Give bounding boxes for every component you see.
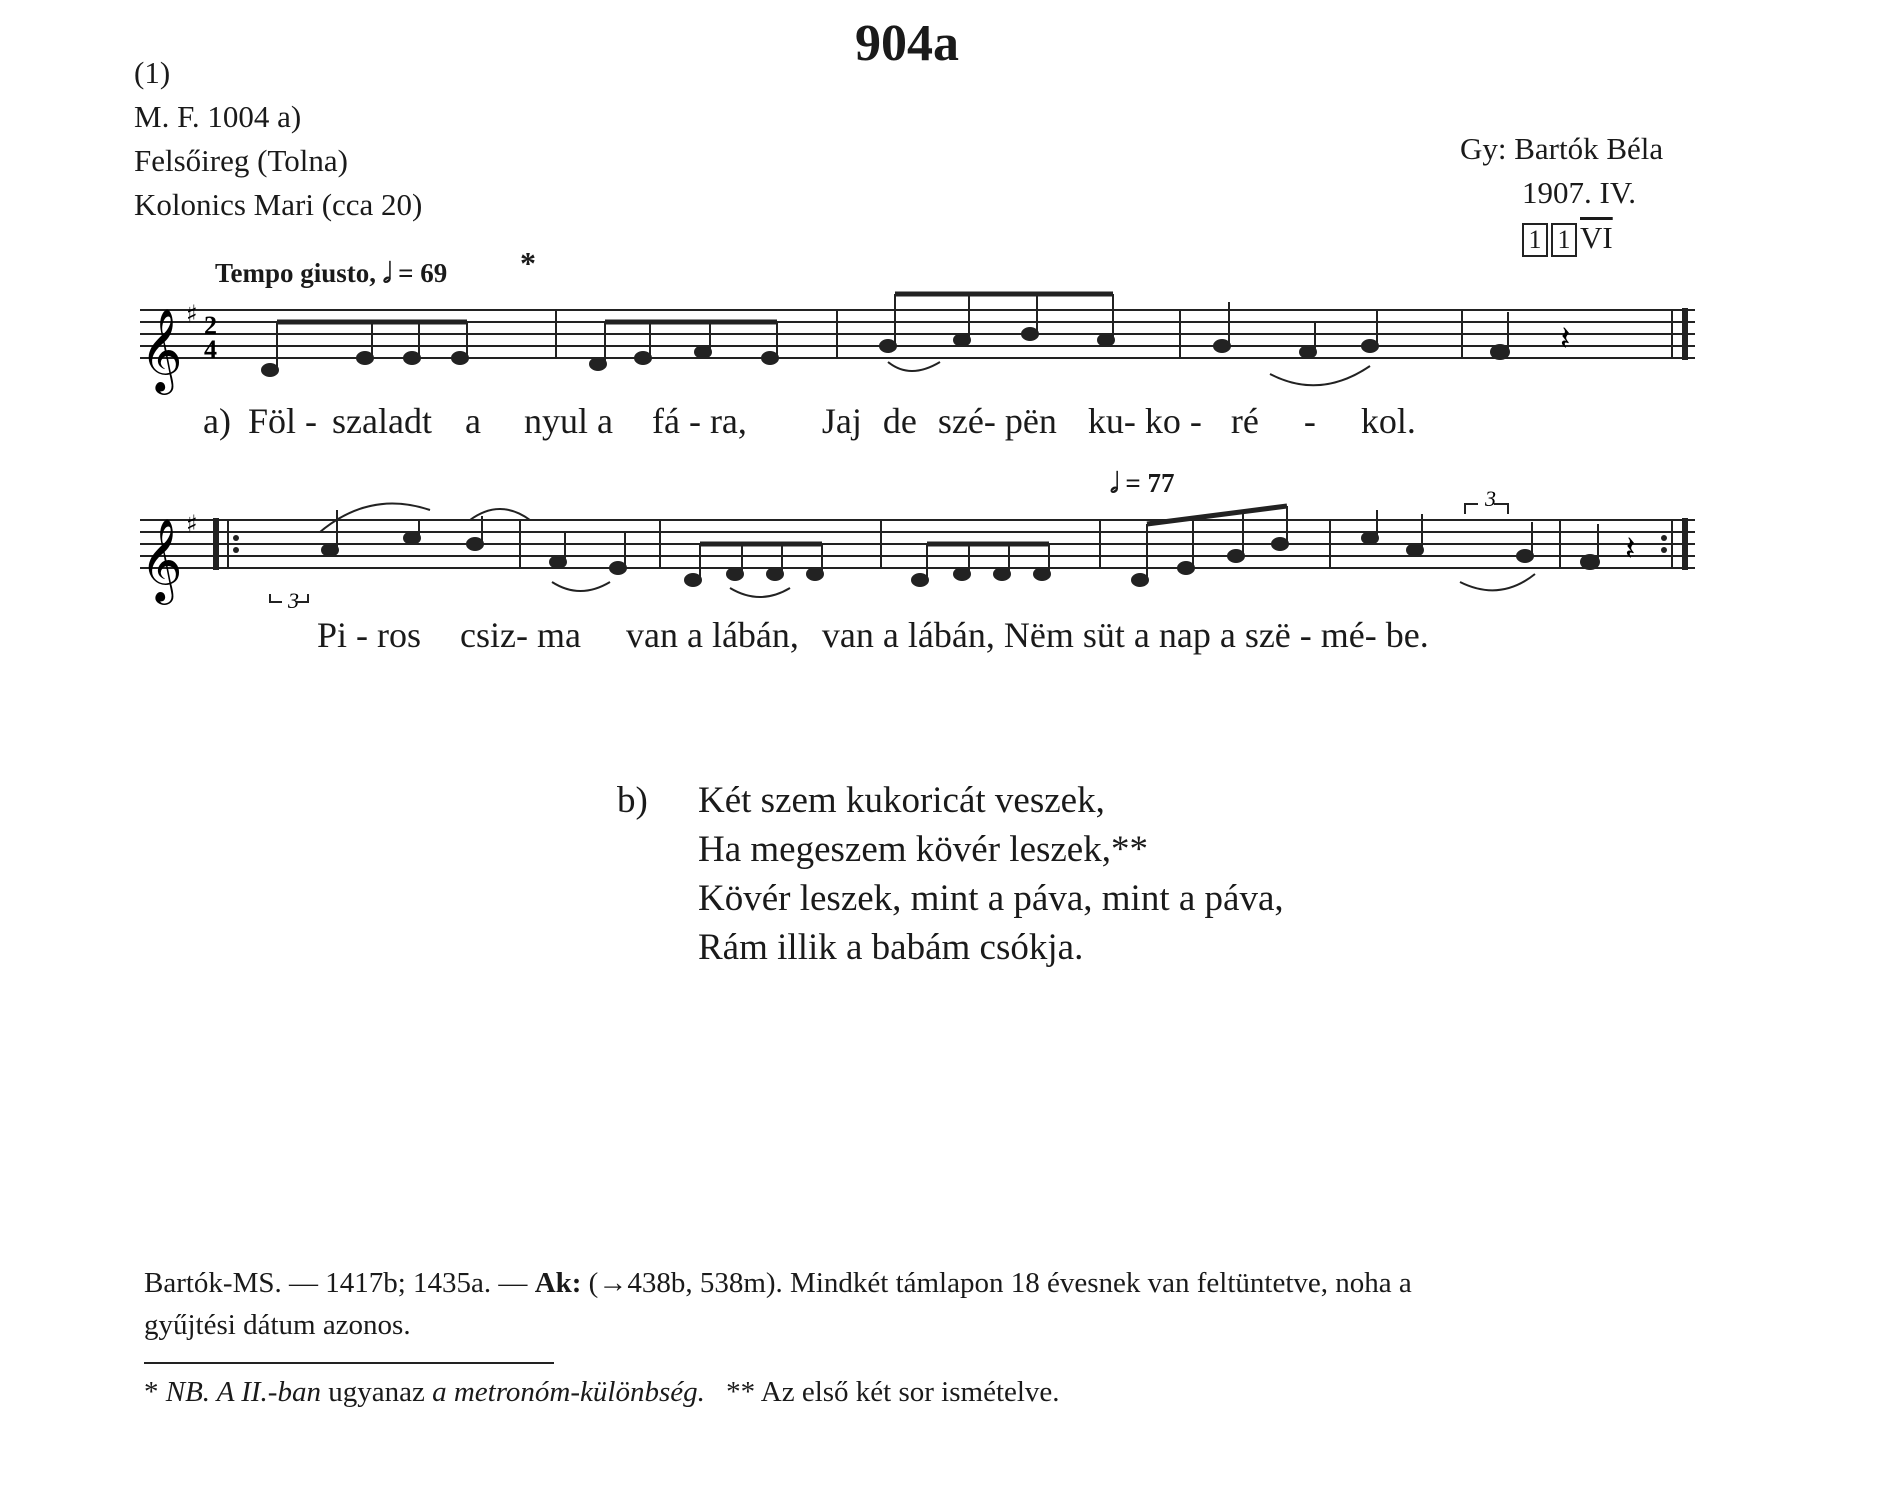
tempo-marking bbox=[215, 258, 447, 290]
syllable: süt bbox=[1082, 615, 1125, 655]
tempo-label: Tempo giusto, bbox=[215, 258, 377, 288]
syllable: Nëm bbox=[1003, 615, 1074, 655]
time-sig-bottom: 4 bbox=[204, 335, 217, 364]
staff-line-1 bbox=[140, 300, 1840, 410]
key-signature-sharp: ♯ bbox=[186, 510, 198, 538]
footnote-text-2: Az első két sor ismételve. bbox=[760, 1376, 1060, 1408]
syllable: a bbox=[464, 401, 481, 441]
syllable: lábán, bbox=[907, 615, 995, 655]
collection-date: 1907. IV. bbox=[1522, 175, 1636, 210]
tempo-value: = 69 bbox=[398, 258, 448, 288]
footnote-text-1: NB. A II.-ban bbox=[165, 1376, 321, 1408]
syllable: ra, bbox=[709, 401, 747, 441]
treble-clef-icon: 𝄞 bbox=[140, 307, 183, 391]
syllable: nap bbox=[1158, 615, 1211, 655]
classification bbox=[1522, 217, 1613, 259]
syllable: nyul bbox=[523, 401, 588, 441]
footnote-star-1: * bbox=[144, 1376, 159, 1408]
verse-b-label: b) bbox=[617, 780, 648, 821]
class-box-2: 1 bbox=[1551, 223, 1577, 257]
syllable: - bbox=[1189, 401, 1202, 441]
footnote bbox=[144, 1376, 1060, 1409]
half-note-icon: 𝅗𝅥 bbox=[382, 258, 392, 288]
footnote-divider bbox=[144, 1362, 554, 1364]
syllable: csiz- bbox=[460, 615, 528, 655]
collection-place: Felsőireg (Tolna) bbox=[134, 143, 348, 178]
syllable: ré bbox=[1230, 401, 1259, 441]
verse-b bbox=[698, 776, 1284, 972]
syllable: - bbox=[305, 401, 318, 441]
syllable: - bbox=[356, 615, 369, 655]
syllable: - bbox=[1299, 615, 1312, 655]
tuplet-label-left: 3 bbox=[288, 588, 299, 613]
verse-line: Kövér leszek, mint a páva, mint a páva, bbox=[698, 878, 1284, 919]
syllable: a bbox=[1219, 615, 1236, 655]
notes-line-1 bbox=[144, 1262, 1412, 1304]
tempo-footnote-mark: * bbox=[520, 245, 536, 281]
syllable: ko bbox=[1144, 401, 1181, 441]
syllable: Pi bbox=[317, 615, 348, 655]
singer-name: Kolonics Mari (cca 20) bbox=[134, 187, 423, 222]
syllable: mé- bbox=[1320, 615, 1377, 655]
notes-ak-label: Ak: bbox=[534, 1267, 582, 1299]
collector: Gy: Bartók Béla bbox=[1460, 131, 1664, 166]
footnote-text-1-mid: ugyanaz bbox=[328, 1376, 425, 1408]
syllable: de bbox=[882, 401, 917, 441]
catalog-number: M. F. 1004 a) bbox=[134, 99, 302, 134]
tuplet-label-right: 3 bbox=[1485, 486, 1496, 511]
quarter-rest-icon: 𝄽 bbox=[1625, 529, 1636, 569]
verse-line: Két szem kukoricát veszek, bbox=[698, 780, 1105, 821]
lyric-line-1-label: a) bbox=[203, 401, 231, 441]
footnote-star-2: ** bbox=[726, 1376, 756, 1408]
class-suffix: $\overline{VI}$ bbox=[1580, 220, 1613, 255]
verse-line: Ha megeszem kövér leszek,** bbox=[698, 829, 1148, 870]
ref-number: (1) bbox=[134, 55, 171, 90]
syllable: a bbox=[596, 401, 613, 441]
syllable: van a bbox=[625, 615, 703, 655]
syllable: a bbox=[1133, 615, 1150, 655]
syllable: ku- bbox=[1087, 401, 1136, 441]
key-signature-sharp: ♯ bbox=[186, 300, 198, 328]
syllable: van a bbox=[821, 615, 899, 655]
treble-clef-icon: 𝄞 bbox=[140, 517, 183, 601]
syllable: kol. bbox=[1360, 401, 1416, 441]
notes-ak-text: (→438b, 538m). Mindkét támlapon 18 évesnek van feltüntetve, noha a bbox=[588, 1267, 1412, 1299]
source-notes bbox=[144, 1262, 1412, 1346]
half-note-icon: 𝅗𝅥 bbox=[1110, 468, 1119, 498]
time-sig-top: 2 bbox=[204, 311, 217, 340]
lyric-line-1 bbox=[248, 400, 1416, 442]
syllable: Jaj bbox=[821, 401, 862, 441]
syllable: lábán, bbox=[711, 615, 799, 655]
notes-source: Bartók-MS. — 1417b; 1435a. — bbox=[144, 1267, 528, 1299]
quarter-rest-icon: 𝄽 bbox=[1560, 319, 1571, 359]
syllable: szë bbox=[1244, 615, 1291, 655]
syllable: szé- bbox=[937, 401, 996, 441]
syllable: pën bbox=[1004, 401, 1057, 441]
syllable: Föl bbox=[248, 401, 297, 441]
tempo-change-marking bbox=[1110, 468, 1174, 500]
syllable: - bbox=[1303, 401, 1316, 441]
syllable: be. bbox=[1385, 615, 1429, 655]
footnote-text-1-end: a metronóm-különbség. bbox=[432, 1376, 705, 1408]
syllable: - bbox=[688, 401, 701, 441]
class-box-1: 1 bbox=[1522, 223, 1548, 257]
syllable: fá bbox=[651, 401, 680, 441]
lyric-line-2 bbox=[317, 614, 1429, 656]
syllable: ma bbox=[537, 615, 581, 655]
page-title: 904a bbox=[855, 15, 959, 72]
verse-line: Rám illik a babám csókja. bbox=[698, 927, 1084, 968]
notes-line-2: gyűjtési dátum azonos. bbox=[144, 1309, 411, 1341]
syllable: ros bbox=[377, 615, 422, 655]
syllable: szaladt bbox=[332, 401, 432, 441]
tempo-change-value: = 77 bbox=[1125, 468, 1175, 498]
